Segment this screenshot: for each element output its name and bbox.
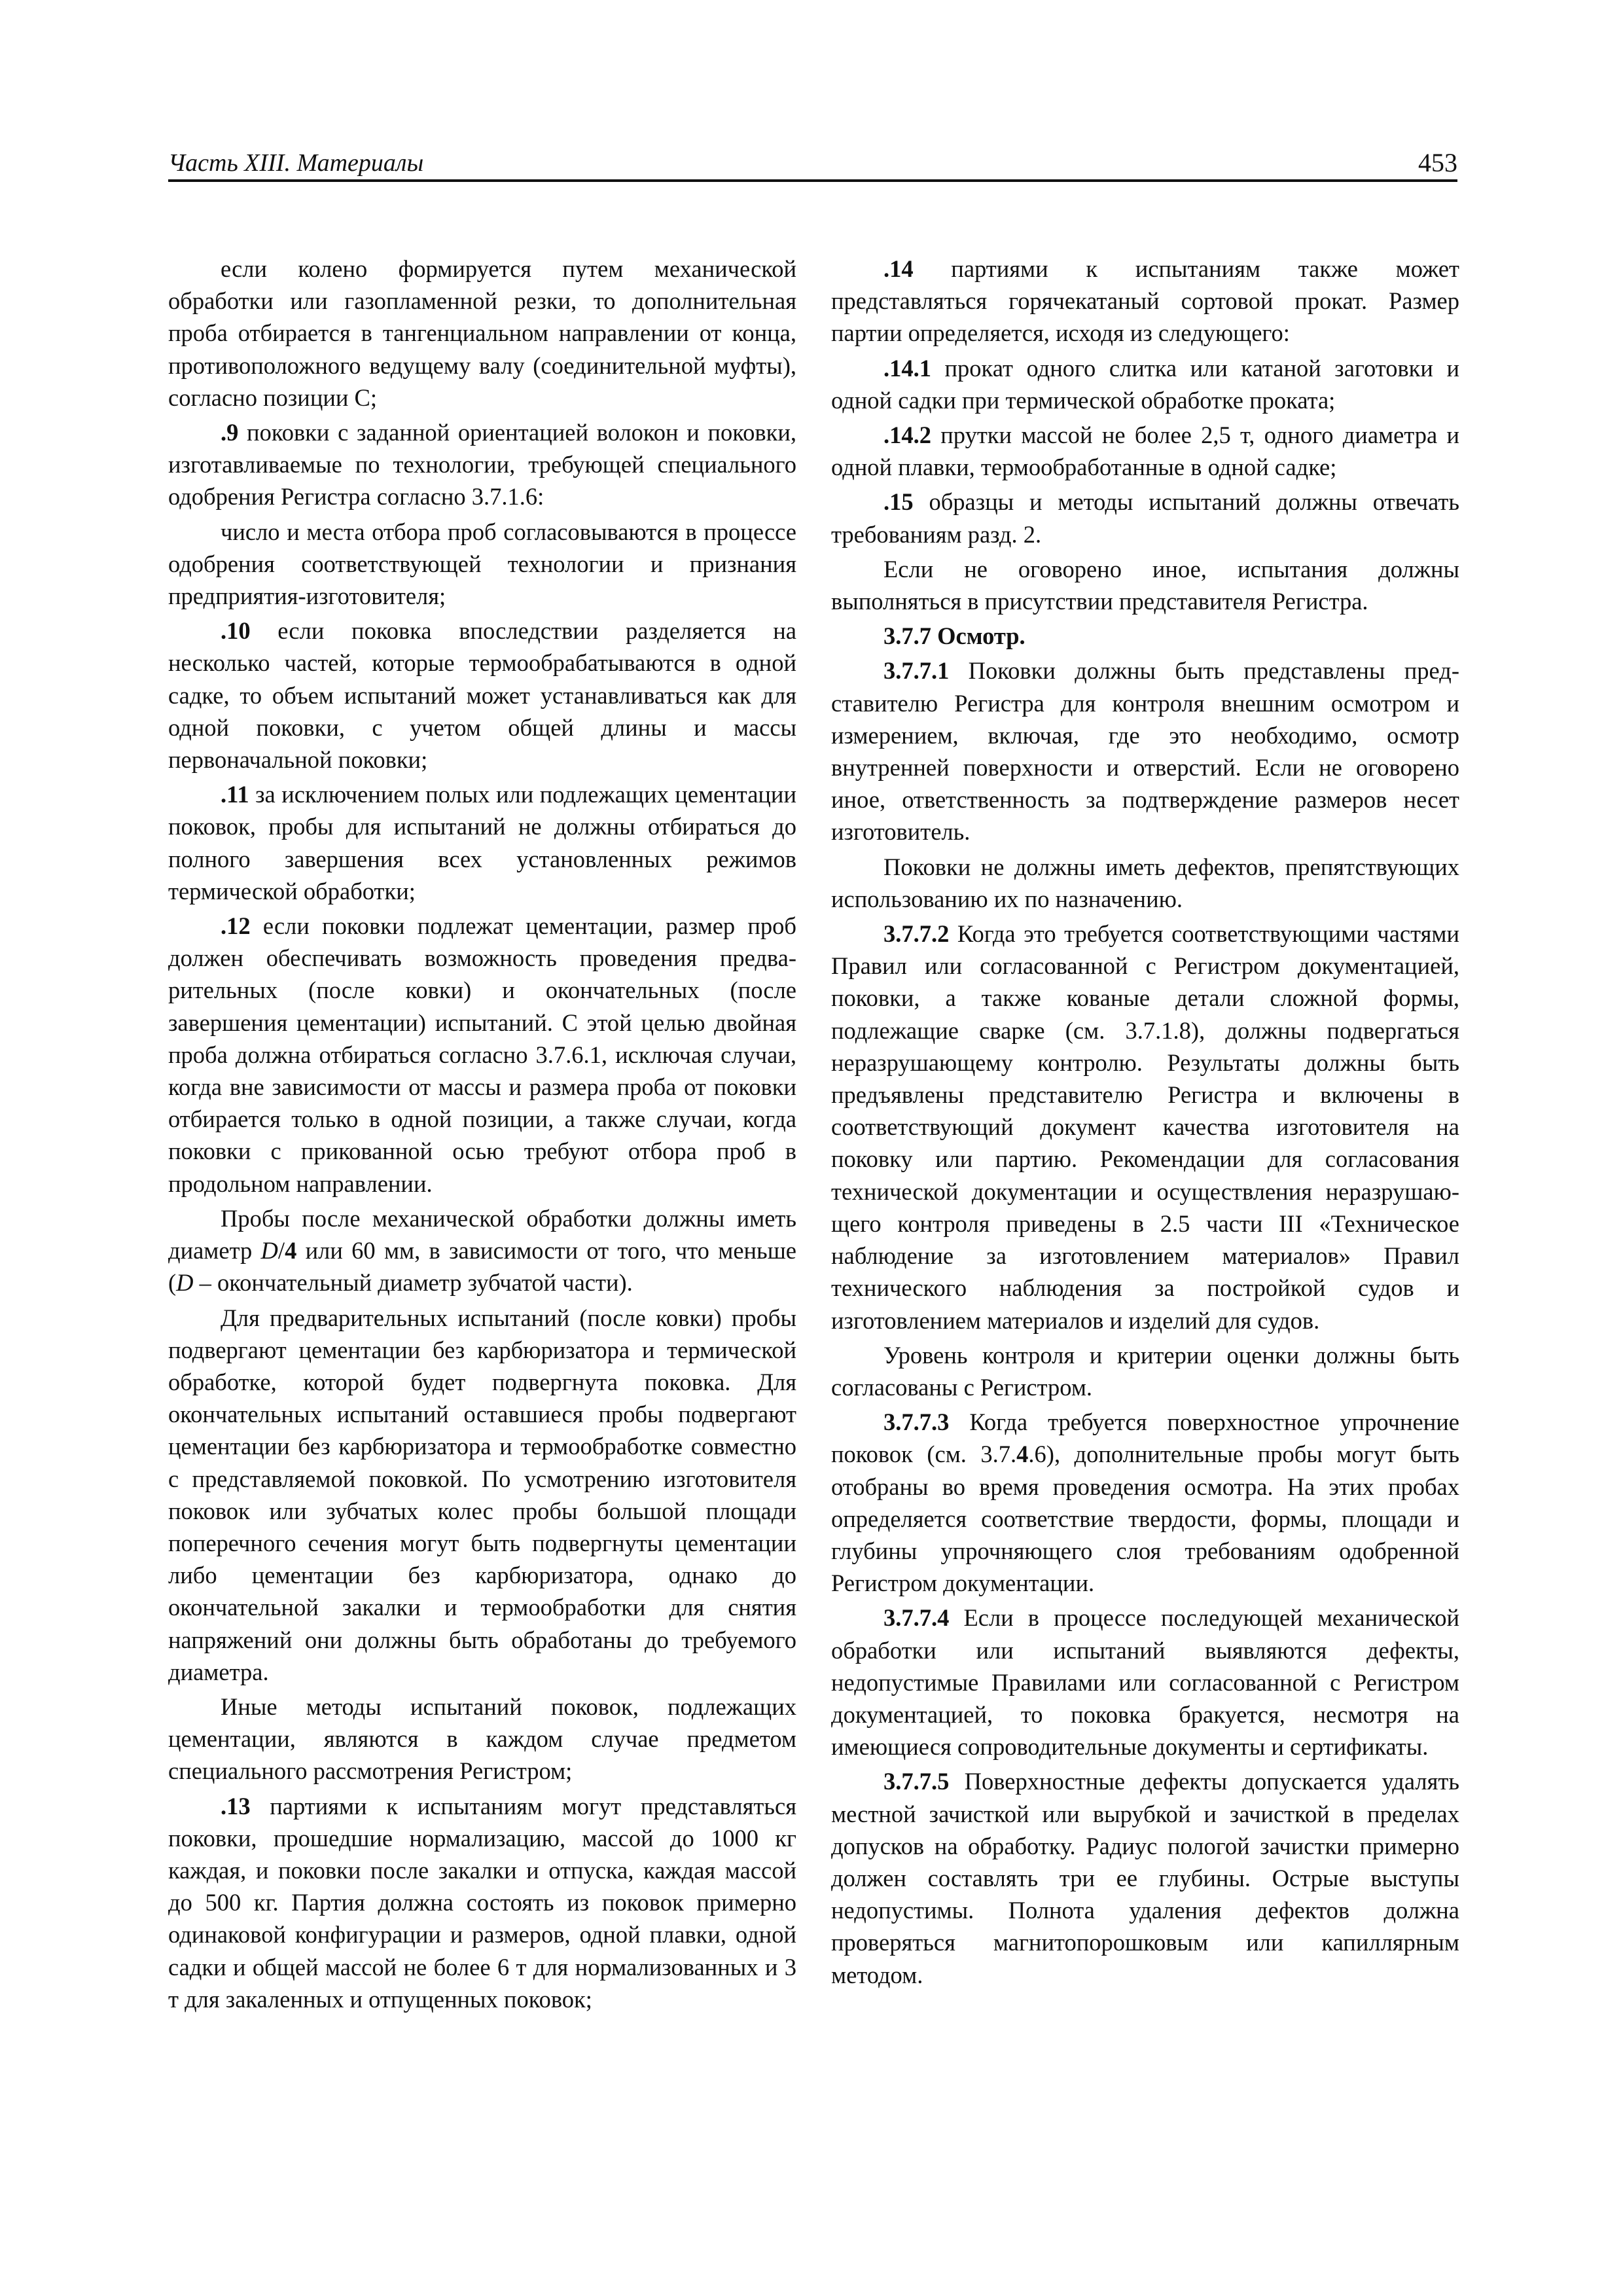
- paragraph-text: Когда это требуется соответствующими частями Правил или согласованной с Регистром документацией, поковки, а также кованые детали сложной формы, подлежащие сварке (см. 3.7.1.8), должны подвергаться неразрушающему контролю. Результаты должны быть предъявлены представителю Регистра и включены в соответствующий документ качества изготовителя на поковку или партию. Рекомендации для согласования технической документации и осуществления неразрушающего контроля приведены в 2.5 части III «Техническое наблюдение за изготовлением материалов» Правил технического наблюдения за постройкой судов и изготовлением материалов и изделий для судов.: [831, 920, 1459, 1334]
- item-number: 3.7.7.5: [883, 1768, 950, 1795]
- paragraph-text: 4: [1016, 1441, 1029, 1468]
- paragraph: [831, 1406, 1459, 1599]
- diameter-symbol: D: [260, 1237, 278, 1265]
- paragraph: [168, 416, 796, 513]
- paragraph-text: поковки с заданной ориентацией волокон и поковки, изготавливаемые по технологии, требующей специального одобрения Регистра согласно 3.7.1.6:: [168, 419, 796, 511]
- section-heading: 3.7.7 Осмотр.: [883, 622, 1026, 650]
- paragraph: [831, 253, 1459, 350]
- paragraph-text: партиями к испытаниям также может представляться горячекатаный сортовой прокат. Размер партии определяется, исходя из следующего:: [831, 255, 1459, 347]
- paragraph: [831, 486, 1459, 550]
- paragraph-text: за исключением полых или подлежащих цементации поковок, пробы для испытаний не должны отбираться до полного завершения всех установленных режимов термической обработки;: [168, 781, 796, 905]
- item-number: 3.7.7.4: [883, 1604, 950, 1632]
- paragraph: если колено формируется путем механической обработки или газопламенной резки, то дополнительная проба отбирается в тангенциальном направлении от конца, противоположного ведущему валу (соединительной муфты), согласно позиции С;: [168, 255, 796, 411]
- paragraph-text: партиями к испытаниям могут представляться поковки, прошедшие нормализацию, массой до 1000 кг каждая, и поковки после закалки и отпуска, каждая массой до 500 кг. Партия должна состоять из поковок примерно одинаковой конфигурации и размеров, одной плавки, одной садки и общей массой не более 6 т для нормализованных и 3 т для закаленных и отпущенных поковок;: [168, 1792, 796, 2013]
- paragraph: [168, 1790, 796, 2015]
- paragraph: Поковки не должны иметь дефектов, препятствующих использованию их по назначению.: [831, 853, 1459, 912]
- item-number: .14: [883, 255, 914, 282]
- paragraph: [831, 1765, 1459, 1990]
- paragraph: Иные методы испытаний поковок, подлежащих цементации, являются в каждом случае предметом специального рассмотрения Регистром;: [168, 1693, 796, 1785]
- item-number: .12: [221, 912, 251, 940]
- paragraph: [168, 910, 796, 1200]
- paragraph: Для предварительных испытаний (после ковки) пробы подвергают цементации без карбюризатора и термической обработке, которой будет подвергнута поковка. Для окончательных испытаний оставшиеся пробы подвергают цементации без карбюризатора и термообработке совместно с представляемой поковкой. По усмотрению изготовителя поковок или зубчатых колес пробы большой площади поперечного сечения могут быть подвергнуты цементации либо цементации без карбюризатора, однако до окончательной закалки и термообработки для снятия напряжений они должны быть обработаны до требуемого диаметра.: [168, 1304, 796, 1685]
- paragraph-text: Когда требуется поверхностное упрочнение поковок (см. 3.7.: [831, 1408, 1459, 1468]
- header-title: Часть XIII. Материалы: [168, 149, 424, 177]
- item-number: 3.7.7.1: [883, 657, 950, 685]
- paragraph-text: прокат одного слитка или катаной заготовки и одной садки при термической обработке проката;: [831, 354, 1459, 414]
- paragraph-text: или 60 мм, в зависимости от того, что меньше (: [168, 1237, 797, 1297]
- paragraph: число и места отбора проб согласовываются в процессе одобрения соответствующей технологии и признания предприятия-изготовителя;: [168, 518, 796, 610]
- item-number: 3.7.7.2: [883, 920, 950, 948]
- paragraph: [831, 352, 1459, 416]
- paragraph: [831, 918, 1459, 1336]
- paragraph: [831, 1602, 1459, 1763]
- paragraph-text: Поверхностные дефекты допускается удалять местной зачисткой или вырубкой и зачисткой в пределах допусков на обработку. Радиус пологой зачистки примерно должен составлять три ее глубины. Острые выступы недопустимы. Полнота удаления дефектов должна проверяться магнитопорошковым или капиллярным методом.: [831, 1768, 1459, 1988]
- paragraph-text: Пробы после механической обработки должны иметь диаметр: [168, 1204, 796, 1265]
- paragraph: Уровень контроля и критерии оценки должны быть согласованы с Регистром.: [831, 1341, 1459, 1401]
- paragraph: [831, 655, 1459, 848]
- paragraph-text: Поковки должны быть представлены представителю Регистра для контроля внешним осмотром и измерением, включая, где это необходимо, осмотр внутренней поверхности и отверстий. Если не оговорено иное, ответственность за подтверждение размеров несет изготовитель.: [831, 657, 1459, 846]
- item-number: .14.1: [883, 354, 931, 382]
- paragraph-text: .6), дополнительные пробы могут быть отобраны во время проведения осмотра. На этих пробах определяется соответствие твердости, формы, площади и глубины упрочняющего слоя требованиям одобренной Регистром документации.: [831, 1441, 1459, 1597]
- diameter-symbol: D: [176, 1269, 194, 1297]
- item-number: .15: [883, 488, 914, 516]
- item-number: .11: [221, 781, 249, 808]
- paragraph-text: Если в процессе последующей механической обработки или испытаний выявляются дефекты, недопустимые Правилами или согласованной с Регистром документацией, то поковка бракуется, несмотря на имеющиеся сопроводительные документы и сертификаты.: [831, 1604, 1459, 1761]
- left-column: [168, 253, 796, 2015]
- paragraph-text: если поковки подлежат цементации, размер проб должен обеспечивать возможность проведения предварительных (после ковки) и окончательных (после завершения цементации) испытаний. С этой целью двойная проба должна отбираться согласно 3.7.6.1, исключая случаи, когда вне зависимости от массы и размера проба от поковки отбирается только в одной позиции, а также случаи, когда поковки с прикованной осью требуют отбора проб в продольном направлении.: [168, 912, 796, 1197]
- paragraph-text: образцы и методы испытаний должны отвечать требованиям разд. 2.: [831, 488, 1459, 548]
- item-number: .9: [221, 419, 239, 446]
- page-number: 453: [1418, 148, 1457, 177]
- paragraph-text: – окончательный диаметр зубчатой части).: [193, 1269, 633, 1297]
- paragraph: Если не оговорено иное, испытания должны выполняться в присутствии представителя Регистра.: [831, 555, 1459, 615]
- right-column: [831, 253, 1459, 1991]
- paragraph-text: /: [277, 1237, 285, 1265]
- paragraph-text: 4: [285, 1237, 297, 1265]
- item-number: .13: [221, 1792, 251, 1820]
- item-number: .10: [221, 617, 251, 645]
- paragraph: [168, 1202, 796, 1299]
- item-number: .14.2: [883, 422, 931, 449]
- running-header: [168, 145, 1457, 182]
- paragraph: [831, 419, 1459, 483]
- paragraph-text: если поковка впоследствии разделяется на несколько частей, которые термообрабатываются в одной садке, то объем испытаний может устанавливаться как для одной поковки, с учетом общей длины и массы первоначальной поковки;: [168, 617, 796, 774]
- item-number: 3.7.7.3: [883, 1408, 950, 1436]
- paragraph-text: прутки массой не более 2,5 т, одного диаметра и одной плавки, термообработанные в одной садке;: [831, 422, 1459, 481]
- paragraph: [168, 778, 796, 907]
- paragraph: [168, 615, 796, 776]
